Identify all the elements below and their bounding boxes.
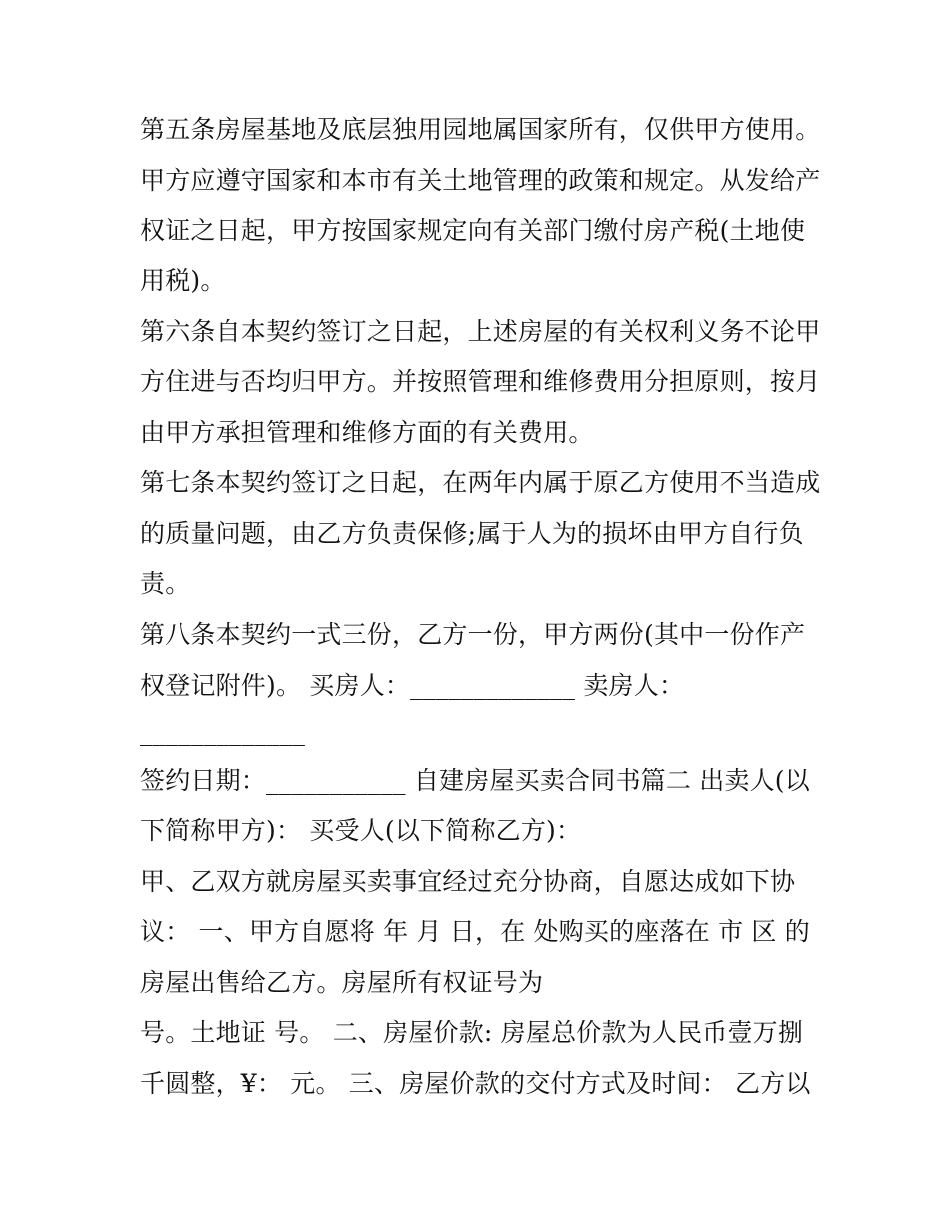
text-line: 权证之日起，甲方按国家规定向有关部门缴付房产税(土地使 <box>140 216 806 245</box>
text-line: 甲、乙双方就房屋买卖事宜经过充分协商，自愿达成如下协 <box>140 867 796 896</box>
text-line: 权登记附件)。 买房人：_____________ 卖房人： <box>140 671 685 700</box>
signature-blank: _____________ <box>140 717 306 746</box>
text-line: 用税)。 <box>140 266 226 295</box>
text-line: 下简称甲方)： 买受人(以下简称乙方)： <box>140 816 582 845</box>
text-line: 第五条房屋基地及底层独用园地属国家所有，仅供甲方使用。 <box>140 115 821 144</box>
text-line: 签约日期：___________ 自建房屋买卖合同书篇二 出卖人(以 <box>140 766 810 795</box>
text-line: 房屋出售给乙方。房屋所有权证号为 <box>140 968 544 997</box>
text-line: 的质量问题，由乙方负责保修;属于人为的损坏由甲方自行负 <box>140 519 804 548</box>
text-line: 千圆整，¥： 元。 三、房屋价款的交付方式及时间： 乙方以 <box>140 1069 811 1098</box>
text-line: 责。 <box>140 569 191 598</box>
text-line: 方住进与否均归甲方。并按照管理和维修费用分担原则，按月 <box>140 367 821 396</box>
text-line: 议： 一、甲方自愿将 年 月 日，在 处购买的座落在 市 区 的 <box>140 917 810 946</box>
text-line: 第七条本契约签订之日起，在两年内属于原乙方使用不当造成 <box>140 468 821 497</box>
text-line: 第八条本契约一式三份，乙方一份，甲方两份(其中一份作产 <box>140 620 806 649</box>
text-line: 号。土地证 号。 二、房屋价款: 房屋总价款为人民币壹万捌 <box>140 1018 804 1047</box>
text-line: 由甲方承担管理和维修方面的有关费用。 <box>140 418 594 447</box>
text-line: 第六条自本契约签订之日起，上述房屋的有关权利义务不论甲 <box>140 317 821 346</box>
text-line: 甲方应遵守国家和本市有关土地管理的政策和规定。从发给产 <box>140 166 821 195</box>
